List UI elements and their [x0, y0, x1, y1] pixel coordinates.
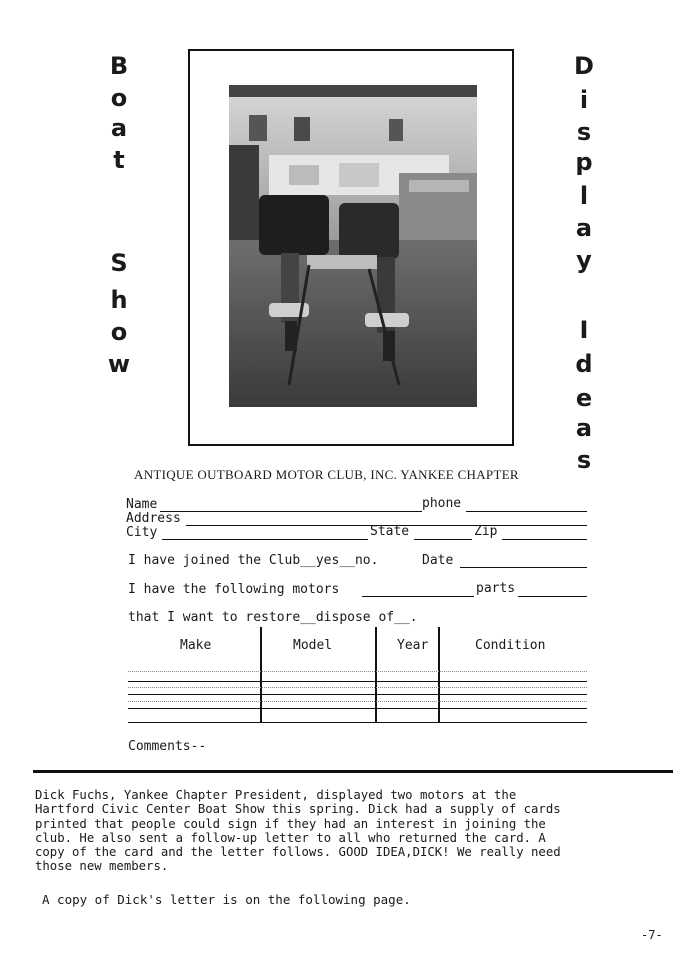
- article-line: Dick Fuchs, Yankee Chapter President, displayed two motors at the: [35, 788, 517, 802]
- name-label: Name: [126, 497, 158, 512]
- date-label: Date: [422, 553, 454, 568]
- title-letter: e: [575, 384, 593, 412]
- title-letter: l: [579, 182, 589, 210]
- page-number: -7-: [641, 928, 663, 942]
- article-line: Hartford Civic Center Boat Show this spring. Dick had a supply of cards: [35, 802, 561, 817]
- title-letter: y: [576, 246, 592, 274]
- article-line: copy of the card and the letter follows. GOOD IDEA,DICK! We really need: [35, 845, 561, 860]
- title-letter: i: [579, 86, 589, 114]
- table-row-line[interactable]: [128, 708, 587, 709]
- name-line[interactable]: [160, 511, 422, 512]
- table-row-guide: [128, 671, 587, 672]
- address-label: Address: [126, 511, 181, 526]
- date-line[interactable]: [460, 567, 587, 568]
- title-letter: h: [110, 286, 128, 314]
- title-letter: t: [113, 146, 125, 174]
- motors-label: I have the following motors: [128, 582, 340, 597]
- phone-line[interactable]: [466, 511, 587, 512]
- club-header: ANTIQUE OUTBOARD MOTOR CLUB, INC. YANKEE CHAPTER: [134, 467, 519, 482]
- title-letter: s: [576, 446, 592, 474]
- boat-show-photo: [229, 85, 477, 407]
- table-header-make: Make: [180, 638, 212, 653]
- title-letter: D: [574, 52, 594, 80]
- joined-club-line[interactable]: I have joined the Club__yes__no.: [128, 553, 379, 568]
- parts-line[interactable]: [518, 596, 587, 597]
- title-letter: I: [579, 316, 589, 344]
- table-row-line[interactable]: [128, 681, 587, 682]
- table-row-line[interactable]: [128, 694, 587, 695]
- table-row-guide: [128, 687, 587, 688]
- title-letter: o: [110, 84, 128, 112]
- title-letter: s: [576, 118, 592, 146]
- parts-label: parts: [476, 581, 516, 596]
- section-divider: [33, 770, 673, 773]
- table-row-line[interactable]: [128, 722, 587, 723]
- title-letter: a: [110, 114, 128, 142]
- title-letter: S: [110, 249, 128, 277]
- article-line: those new members.: [35, 859, 169, 874]
- city-line[interactable]: [162, 539, 368, 540]
- title-letter: a: [575, 214, 593, 242]
- table-header-year: Year: [397, 638, 429, 653]
- phone-label: phone: [422, 496, 462, 511]
- table-header-model: Model: [293, 638, 333, 653]
- title-letter: p: [575, 148, 593, 176]
- letter-note: A copy of Dick's letter is on the following page.: [42, 892, 411, 907]
- comments-label: Comments--: [128, 739, 207, 754]
- table-row-guide: [128, 701, 587, 702]
- article-paragraph: [35, 788, 675, 874]
- state-label: State: [370, 524, 410, 539]
- article-line: club. He also sent a follow-up letter to all who returned the card. A: [35, 830, 546, 845]
- article-line: printed that people could sign if they had an interest in joining the: [35, 816, 546, 831]
- title-letter: d: [575, 350, 593, 378]
- city-label: City: [126, 525, 158, 540]
- title-letter: B: [109, 52, 129, 80]
- zip-line[interactable]: [502, 539, 587, 540]
- table-header-condition: Condition: [475, 638, 546, 653]
- restore-dispose-line[interactable]: that I want to restore__dispose of__.: [128, 610, 418, 625]
- state-line[interactable]: [414, 539, 472, 540]
- title-letter: a: [575, 414, 593, 442]
- motors-line[interactable]: [362, 596, 474, 597]
- zip-label: Zip: [474, 524, 498, 539]
- title-letter: w: [107, 350, 131, 378]
- title-letter: o: [110, 318, 128, 346]
